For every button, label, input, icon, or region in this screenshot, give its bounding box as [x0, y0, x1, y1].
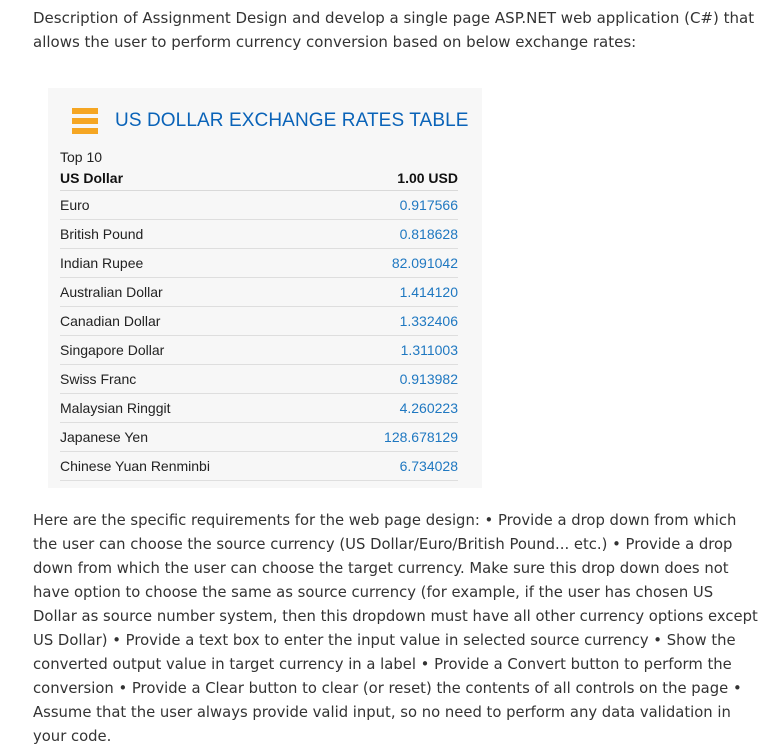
- figure-title: US DOLLAR EXCHANGE RATES TABLE: [115, 110, 469, 131]
- currency-rate: 4.260223: [399, 400, 458, 416]
- currency-name: Swiss Franc: [60, 371, 137, 387]
- table-row: [60, 394, 458, 423]
- requirements-text: Here are the specific requirements for the web page design: • Provide a drop down from which the user can choose the source currency (US Dollar/Euro/British Pound... etc.) • Provide a drop down from which the user can choose the target currency. Make sure this drop down does not have option to choose the same as source currency (for example, if the user has chosen US Dollar as source number system, then this dropdown must have all other currency options except US Dollar) • Provide a text box to enter the input value in selected source currency • Show the converted output value in target currency in a label • Provide a Convert button to perform the conversion • Provide a Clear button to clear (or reset) the contents of all controls on the page • Assume that the user always provide valid input, so no need to perform any data validation in your code.: [33, 512, 758, 745]
- currency-name: Australian Dollar: [60, 284, 163, 300]
- currency-name: Euro: [60, 197, 90, 213]
- currency-rate: 0.818628: [399, 226, 458, 242]
- table-header-row: [60, 166, 458, 191]
- currency-name: Indian Rupee: [60, 255, 144, 271]
- currency-rate: 0.913982: [399, 371, 458, 387]
- table-row: [60, 220, 458, 249]
- currency-name: Singapore Dollar: [60, 342, 165, 358]
- currency-rate: 1.332406: [399, 313, 458, 329]
- table-row: [60, 423, 458, 452]
- exchange-rates-table: [60, 148, 458, 481]
- currency-rate: 1.311003: [400, 342, 458, 358]
- currency-name: Malaysian Ringgit: [60, 400, 171, 416]
- table-row: [60, 336, 458, 365]
- figure-header: [72, 108, 469, 134]
- currency-rate: 1.414120: [399, 284, 458, 300]
- currency-name: Canadian Dollar: [60, 313, 161, 329]
- currency-name: British Pound: [60, 226, 144, 242]
- exchange-rates-image: [48, 88, 482, 488]
- table-row: [60, 191, 458, 220]
- menu-icon: [72, 108, 98, 134]
- table-row: [60, 452, 458, 481]
- currency-name: Chinese Yuan Renminbi: [60, 458, 210, 474]
- table-row: [60, 365, 458, 394]
- table-row: [60, 278, 458, 307]
- top-label: Top 10: [60, 149, 103, 165]
- currency-rate: 0.917566: [399, 197, 458, 213]
- currency-rate: 82.091042: [391, 255, 458, 271]
- assignment-description: Description of Assignment Design and develop a single page ASP.NET web application (C#) that allows the user to perform currency conversion based on below exchange rates:: [33, 9, 755, 51]
- currency-name: Japanese Yen: [60, 429, 148, 445]
- currency-rate: 128.678129: [384, 429, 458, 445]
- currency-rate: 6.734028: [399, 458, 458, 474]
- base-currency-name: US Dollar: [60, 170, 124, 186]
- table-row: [60, 307, 458, 336]
- table-row: [60, 249, 458, 278]
- base-currency-value: 1.00 USD: [397, 170, 458, 186]
